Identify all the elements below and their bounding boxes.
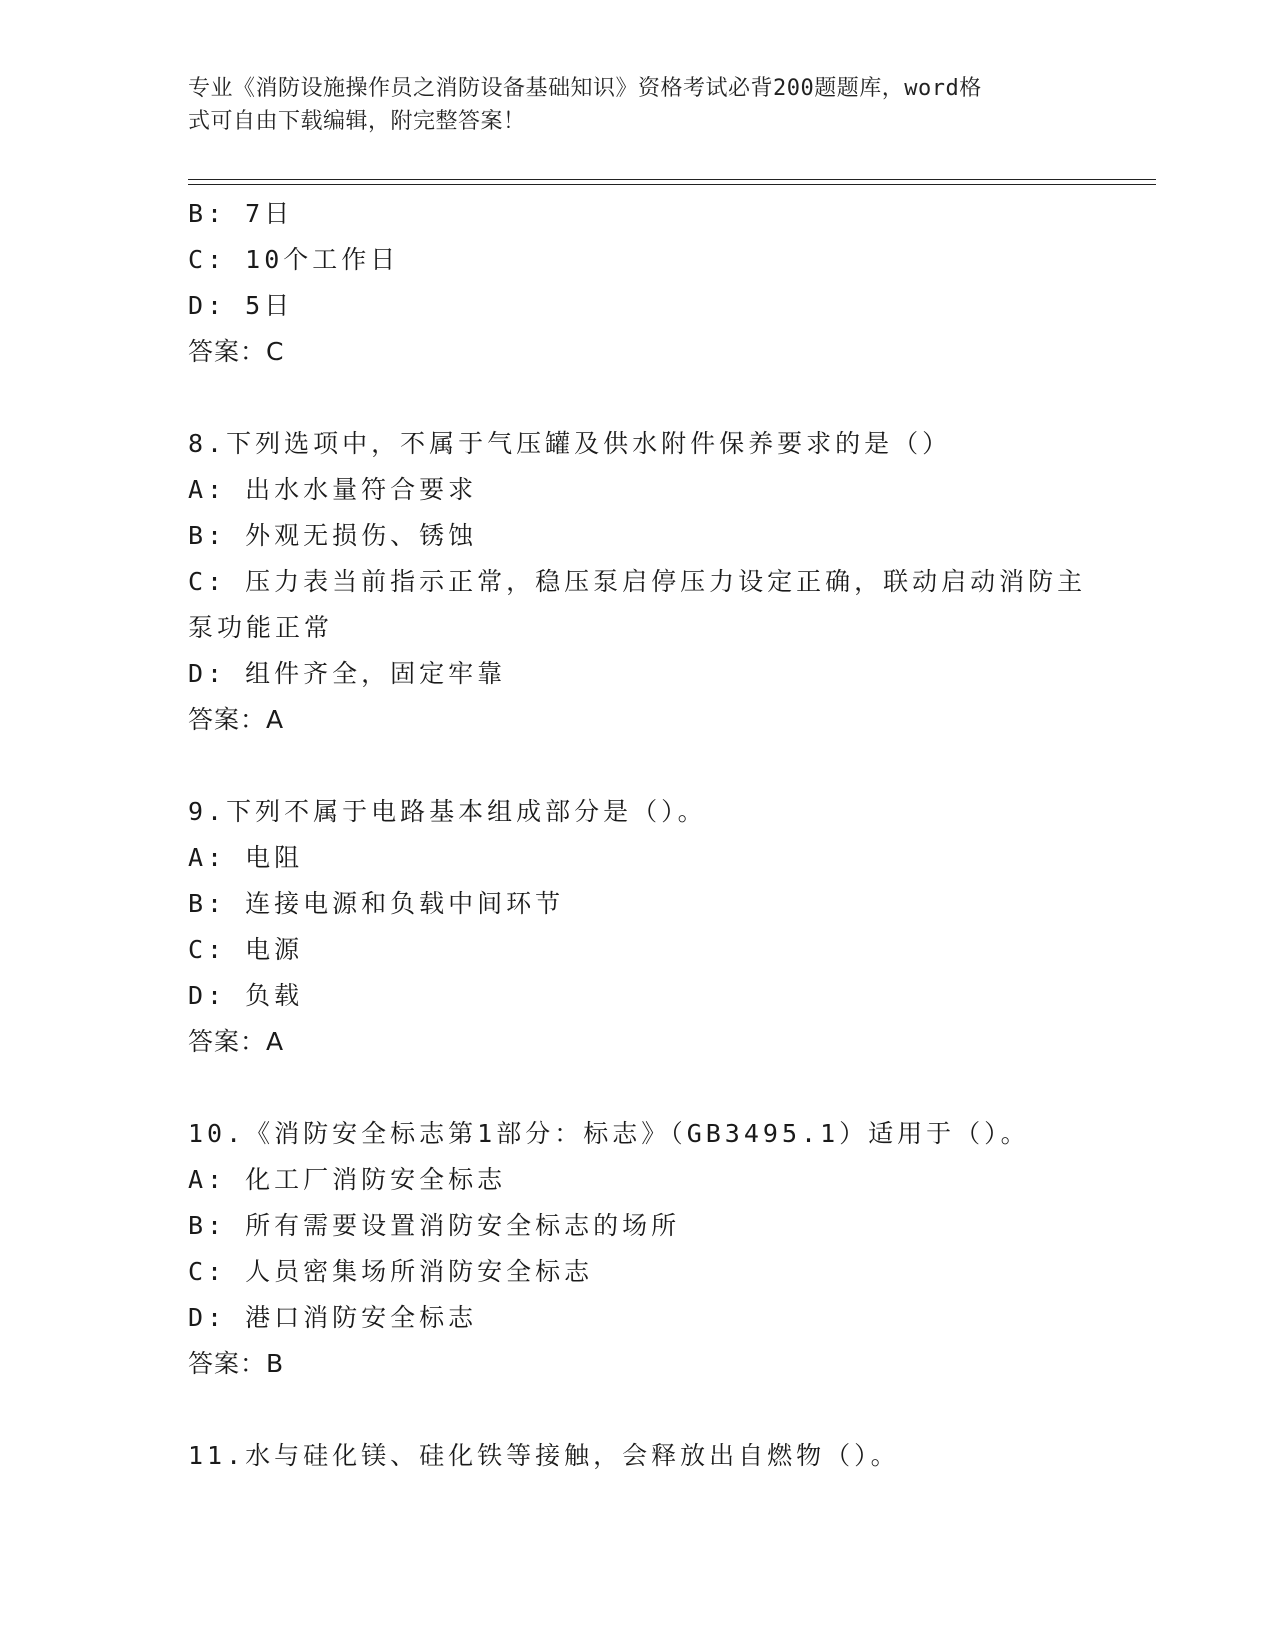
question-7-tail: [188, 191, 1138, 375]
option-c-continued: 泵功能正常: [188, 613, 334, 642]
question-9: [188, 789, 1138, 1065]
answer-line: 答案：C: [188, 337, 285, 366]
question-list: [188, 191, 1138, 1479]
option-c: C: 人员密集场所消防安全标志: [188, 1257, 594, 1286]
option-c: C: 电源: [188, 935, 304, 964]
option-a: A: 电阻: [188, 843, 304, 872]
header-rule-bottom: [188, 184, 1156, 185]
option-d: D: 港口消防安全标志: [188, 1303, 478, 1332]
question-8: [188, 421, 1138, 743]
question-text: 8.下列选项中，不属于气压罐及供水附件保养要求的是（）: [188, 429, 952, 458]
option-b: B: 7日: [188, 199, 294, 228]
option-b: B: 外观无损伤、锈蚀: [188, 521, 478, 550]
spacer: [188, 375, 1138, 421]
page-header: [188, 72, 1068, 138]
question-text: 11.水与硅化镁、硅化铁等接触，会释放出自燃物（）。: [188, 1441, 900, 1470]
header-line-1: 专业《消防设施操作员之消防设备基础知识》资格考试必背200题题库，word格: [188, 76, 982, 101]
option-d: D: 5日: [188, 291, 294, 320]
option-a: A: 化工厂消防安全标志: [188, 1165, 507, 1194]
question-text: 10.《消防安全标志第1部分：标志》（GB3495.1）适用于（）。: [188, 1119, 1030, 1148]
option-c: C: 压力表当前指示正常，稳压泵启停压力设定正确，联动启动消防主: [188, 567, 1087, 596]
option-c: C: 10个工作日: [188, 245, 400, 274]
question-10: [188, 1111, 1138, 1387]
option-b: B: 所有需要设置消防安全标志的场所: [188, 1211, 681, 1240]
question-11: [188, 1433, 1138, 1479]
spacer: [188, 1065, 1138, 1111]
answer-line: 答案：A: [188, 1027, 285, 1056]
option-b: B: 连接电源和负载中间环节: [188, 889, 565, 918]
option-d: D: 组件齐全，固定牢靠: [188, 659, 507, 688]
header-rule-top: [188, 179, 1156, 180]
answer-line: 答案：A: [188, 705, 285, 734]
header-line-2: 式可自由下载编辑，附完整答案！: [188, 109, 526, 134]
spacer: [188, 1387, 1138, 1433]
question-text: 9.下列不属于电路基本组成部分是（）。: [188, 797, 707, 826]
option-a: A: 出水水量符合要求: [188, 475, 478, 504]
answer-line: 答案：B: [188, 1349, 285, 1378]
spacer: [188, 743, 1138, 789]
option-d: D: 负载: [188, 981, 304, 1010]
